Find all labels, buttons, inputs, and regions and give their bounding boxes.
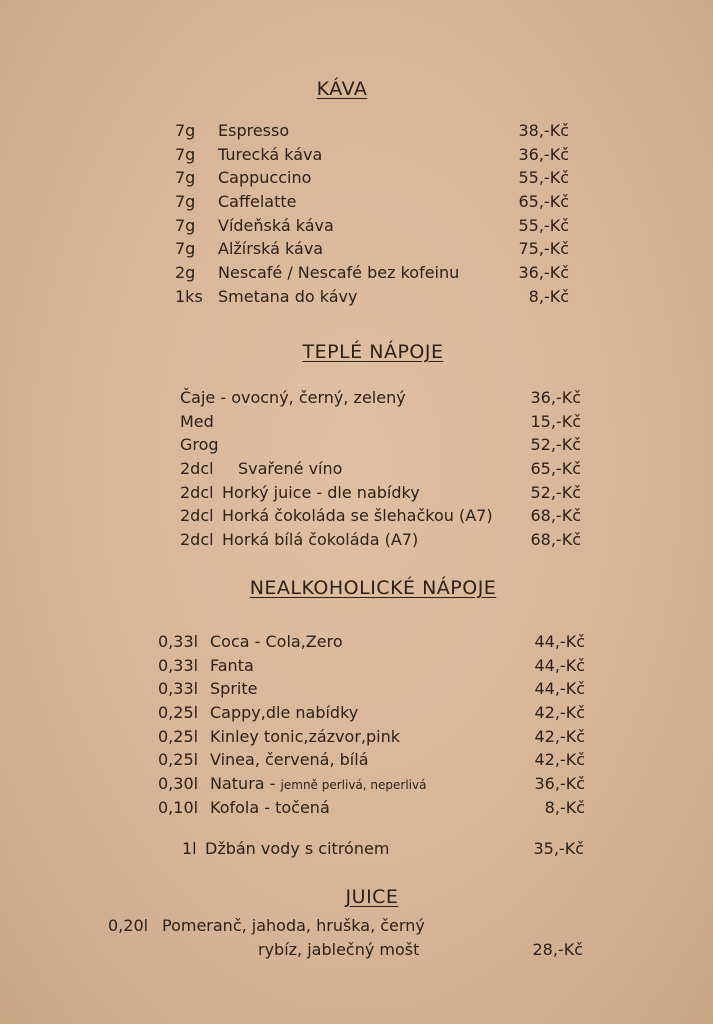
item-qty: 0,33l [158, 632, 199, 651]
menu-item [0, 166, 713, 190]
item-name [210, 654, 254, 678]
item-name-text: Kinley tonic,zázvor,pink [210, 726, 400, 746]
item-name-text: Horký juice - dle nabídky [222, 482, 420, 502]
item-name-text: Med [180, 411, 214, 431]
menu-item [0, 748, 713, 772]
item-name [218, 214, 334, 238]
item-note: jemně perlivá, neperlivá [280, 778, 427, 793]
section-title-teple-napoje: TEPLÉ NÁPOJE [302, 341, 444, 363]
menu-item [0, 119, 713, 143]
item-name-text: Kofola - točená [210, 797, 330, 817]
item-qty: 0,25l [158, 703, 199, 723]
item-name-text: Sprite [210, 679, 258, 699]
item-qty: 7g [175, 168, 196, 188]
menu-item [0, 701, 713, 725]
item-name [218, 190, 296, 214]
item-qty: 0,10l [158, 797, 199, 817]
item-price: 75,-Kč [518, 239, 569, 259]
menu-item [0, 143, 713, 167]
item-name-text: Grog [180, 435, 219, 455]
item-price: 15,-Kč [530, 411, 581, 431]
item-name [210, 748, 369, 772]
item-name-line2: rybíz, jablečný mošt [258, 939, 420, 959]
item-name-line1: Pomeranč, jahoda, hruška, černý [162, 916, 425, 935]
section-title-nealkoholicke-napoje: NEALKOHOLICKÉ NÁPOJE [249, 577, 497, 599]
menu-item [0, 190, 713, 214]
item-name-text: Cappy,dle nabídky [210, 703, 359, 723]
menu-item [0, 528, 713, 552]
item-price: 42,-Kč [534, 703, 585, 723]
section-title-kava: KÁVA [316, 78, 368, 100]
menu-item [0, 386, 713, 410]
item-price: 35,-Kč [533, 839, 584, 858]
item-qty: 1ks [175, 286, 203, 306]
menu-item [0, 725, 713, 749]
menu-item [0, 654, 713, 678]
item-name-text: Alžírská káva [218, 239, 324, 259]
item-name [180, 386, 406, 410]
item-name-text: Fanta [210, 655, 254, 675]
item-price: 68,-Kč [530, 506, 581, 526]
item-qty: 2dcl [180, 482, 214, 502]
item-price: 52,-Kč [530, 435, 581, 455]
item-name [210, 677, 257, 701]
item-price: 8,-Kč [528, 286, 569, 306]
kava-list [0, 119, 713, 309]
item-price: 42,-Kč [534, 726, 585, 746]
menu-item [0, 261, 713, 285]
item-qty: 2dcl [180, 530, 214, 550]
item-name-text: Coca - Cola,Zero [210, 632, 343, 651]
item-name [218, 143, 322, 167]
item-price: 68,-Kč [530, 530, 581, 550]
item-name-text: Svařené víno [238, 459, 343, 479]
item-price: 52,-Kč [530, 482, 581, 502]
item-name-text: Vídeňská káva [218, 215, 334, 235]
item-name [222, 528, 418, 552]
item-name [210, 772, 426, 798]
item-price: 55,-Kč [518, 215, 569, 235]
item-name [238, 457, 342, 481]
item-qty: 0,30l [158, 774, 199, 794]
item-name [222, 504, 493, 528]
menu-item [0, 772, 713, 796]
item-qty: 0,20l [108, 916, 149, 935]
item-name [218, 285, 357, 309]
item-name-text: Caffelatte [218, 192, 297, 212]
menu-item [0, 433, 713, 457]
menu-item [0, 410, 713, 434]
item-name [210, 701, 358, 725]
item-name [210, 796, 330, 820]
menu-item [0, 796, 713, 820]
item-price: 44,-Kč [534, 655, 585, 675]
item-qty: 7g [175, 192, 196, 212]
item-qty: 0,33l [158, 679, 199, 699]
item-qty: 2g [175, 263, 196, 283]
item-qty: 0,25l [158, 726, 199, 746]
item-name [218, 119, 289, 143]
item-qty: 7g [175, 239, 196, 259]
item-price: 44,-Kč [534, 679, 585, 699]
item-price: 44,-Kč [534, 632, 585, 651]
juice-item [0, 914, 713, 961]
item-qty: 1l [182, 839, 197, 858]
item-name [210, 630, 343, 654]
item-name [180, 433, 219, 457]
item-price: 36,-Kč [518, 263, 569, 283]
menu-item [0, 677, 713, 701]
item-price: 38,-Kč [518, 121, 569, 140]
item-price: 36,-Kč [518, 144, 569, 164]
menu-item [0, 237, 713, 261]
menu-item [0, 630, 713, 654]
item-price: 65,-Kč [518, 192, 569, 212]
item-name-text: Horká bílá čokoláda (A7) [222, 530, 419, 550]
item-price: 28,-Kč [532, 939, 583, 959]
item-qty: 7g [175, 215, 196, 235]
menu-item [0, 504, 713, 528]
item-name [222, 481, 420, 505]
item-price: 8,-Kč [544, 797, 585, 817]
item-name: Džbán vody s citrónem [205, 839, 390, 858]
item-qty: 0,33l [158, 655, 199, 675]
menu-item [0, 285, 713, 309]
teple-napoje-list [0, 386, 713, 552]
item-name-text: Espresso [218, 121, 290, 140]
item-price: 36,-Kč [530, 388, 581, 407]
item-name-text: Nescafé / Nescafé bez kofeinu [218, 263, 460, 283]
item-name-text: Smetana do kávy [218, 286, 358, 306]
item-name [218, 237, 323, 261]
item-name-text: Čaje - ovocný, černý, zelený [180, 388, 406, 407]
menu-item [0, 481, 713, 505]
item-qty: 2dcl [180, 506, 214, 526]
item-qty: 7g [175, 144, 196, 164]
nealko-extra-item [0, 837, 713, 861]
nealko-list [0, 630, 713, 820]
item-name [180, 410, 214, 434]
item-price: 55,-Kč [518, 168, 569, 188]
item-name-text: Turecká káva [218, 144, 323, 164]
item-name [218, 261, 459, 285]
item-name [210, 725, 400, 749]
item-qty: 2dcl [180, 459, 214, 479]
item-qty: 7g [175, 121, 196, 140]
item-name-text: Cappuccino [218, 168, 312, 188]
item-price: 36,-Kč [534, 774, 585, 794]
menu-item [0, 214, 713, 238]
item-name [218, 166, 311, 190]
item-name-text: Natura - [210, 774, 276, 794]
item-qty: 0,25l [158, 750, 199, 770]
item-name-text: Horká čokoláda se šlehačkou (A7) [222, 506, 493, 526]
menu-item [0, 457, 713, 481]
item-name-text: Vinea, červená, bílá [210, 750, 369, 770]
section-title-juice: JUICE [345, 886, 399, 908]
item-price: 42,-Kč [534, 750, 585, 770]
item-price: 65,-Kč [530, 459, 581, 479]
